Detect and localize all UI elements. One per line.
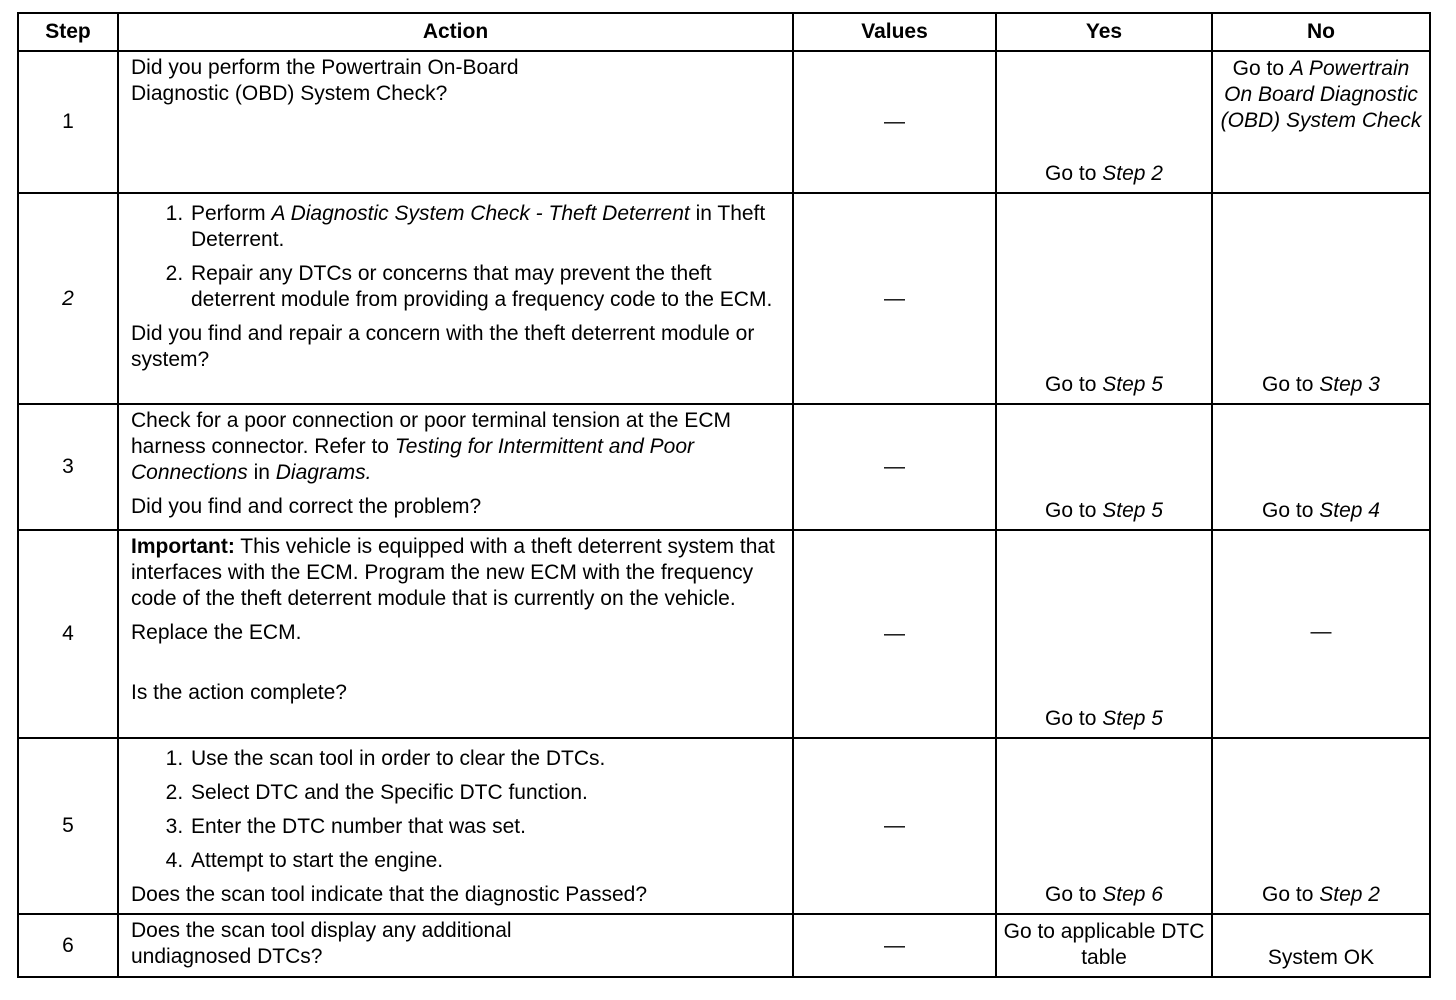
action-cell: [118, 738, 793, 914]
step-number: 5: [18, 738, 118, 914]
step-link[interactable]: Step 5: [1102, 373, 1163, 396]
action-list: [131, 746, 782, 874]
diagnostic-table: [17, 12, 1431, 978]
important-text: This vehicle is equipped with a theft deterrent system that interfaces with the ECM. Program the new ECM with the frequency code of the theft deterrent module that is currently on the vehicle.: [131, 535, 775, 610]
list-item: 3. Enter the DTC number that was set.: [189, 814, 782, 840]
no-cell: [1212, 404, 1430, 530]
action-question: Did you find and repair a concern with the theft deterrent module or system?: [131, 322, 755, 371]
no-cell: [1212, 193, 1430, 404]
no-prefix: Go to: [1262, 499, 1320, 522]
no-cell: System OK: [1212, 914, 1430, 977]
step-number: 6: [18, 914, 118, 977]
yes-cell: [996, 404, 1212, 530]
step-link[interactable]: Step 5: [1102, 707, 1163, 730]
no-prefix: Go to: [1232, 57, 1290, 80]
yes-cell: [996, 51, 1212, 193]
list-item: 2. Select DTC and the Specific DTC function.: [189, 780, 782, 806]
step-link[interactable]: Step 5: [1102, 499, 1163, 522]
step-number: 3: [18, 404, 118, 530]
step-number: 1: [18, 51, 118, 193]
yes-prefix: Go to: [1045, 883, 1103, 906]
table-row: [18, 193, 1430, 404]
action-question: Did you find and correct the problem?: [131, 495, 482, 518]
no-cell: —: [1212, 530, 1430, 738]
step-link[interactable]: Step 2: [1319, 883, 1380, 906]
diagnostic-table-container: [17, 12, 1429, 978]
header-row: [18, 13, 1430, 51]
text-prefix: Check for a poor connection or poor terminal tension at the ECM harness connector. Refer to: [131, 409, 731, 458]
diagrams-link[interactable]: Diagrams.: [275, 461, 372, 484]
yes-cell: [996, 193, 1212, 404]
action-cell: [118, 914, 793, 977]
step-link[interactable]: Step 2: [1102, 162, 1163, 185]
no-prefix: Go to: [1262, 373, 1320, 396]
table-row: [18, 530, 1430, 738]
table-row: [18, 738, 1430, 914]
no-cell: [1212, 51, 1430, 193]
theft-check-link[interactable]: A Diagnostic System Check - Theft Deterrent: [271, 202, 690, 225]
values-cell: —: [793, 530, 996, 738]
action-cell: [118, 193, 793, 404]
header-values: Values: [793, 13, 996, 51]
no-cell: [1212, 738, 1430, 914]
table-row: [18, 404, 1430, 530]
yes-prefix: Go to: [1045, 707, 1103, 730]
action-cell: [118, 404, 793, 530]
item-suffix: in Theft Deterrent.: [191, 202, 766, 251]
yes-prefix: Go to: [1045, 373, 1103, 396]
list-item: 2. Repair any DTCs or concerns that may prevent the theft deterrent module from providing a frequency code to the ECM.: [189, 261, 782, 313]
yes-cell: [996, 530, 1212, 738]
action-list: [131, 201, 782, 313]
action-question: Is the action complete?: [131, 681, 347, 704]
important-note: [131, 534, 782, 612]
step-link[interactable]: Step 4: [1319, 499, 1380, 522]
action-text: Did you perform the Powertrain On-Board Diagnostic (OBD) System Check?: [131, 56, 519, 105]
text-mid: in: [247, 461, 276, 484]
list-item: 4. Attempt to start the engine.: [189, 848, 782, 874]
action-text: [131, 408, 782, 486]
item-prefix: Perform: [191, 202, 272, 225]
list-item: [189, 201, 782, 253]
table-row: [18, 51, 1430, 193]
action-instruction: Replace the ECM.: [131, 621, 302, 644]
action-question: Does the scan tool indicate that the diagnostic Passed?: [131, 883, 647, 906]
header-action: Action: [118, 13, 793, 51]
values-cell: —: [793, 914, 996, 977]
header-no: No: [1212, 13, 1430, 51]
testing-link[interactable]: Testing for Intermittent and Poor Connections: [131, 435, 695, 484]
action-text: Does the scan tool display any additional undiagnosed DTCs?: [131, 919, 512, 968]
yes-cell: Go to applicable DTC table: [996, 914, 1212, 977]
table-row: [18, 914, 1430, 977]
action-cell: [118, 51, 793, 193]
no-prefix: Go to: [1262, 883, 1320, 906]
yes-prefix: Go to: [1045, 499, 1103, 522]
step-number: 4: [18, 530, 118, 738]
values-cell: —: [793, 738, 996, 914]
values-cell: —: [793, 193, 996, 404]
step-link[interactable]: Step 6: [1102, 883, 1163, 906]
yes-cell: [996, 738, 1212, 914]
list-item: 1. Use the scan tool in order to clear the DTCs.: [189, 746, 782, 772]
header-yes: Yes: [996, 13, 1212, 51]
obd-check-link[interactable]: A Powertrain On Board Diagnostic (OBD) System Check: [1220, 57, 1422, 132]
values-cell: —: [793, 404, 996, 530]
step-number: 2: [18, 193, 118, 404]
action-cell: [118, 530, 793, 738]
yes-prefix: Go to: [1045, 162, 1103, 185]
values-cell: —: [793, 51, 996, 193]
step-link[interactable]: Step 3: [1319, 373, 1380, 396]
important-label: Important:: [131, 535, 235, 558]
header-step: Step: [18, 13, 118, 51]
